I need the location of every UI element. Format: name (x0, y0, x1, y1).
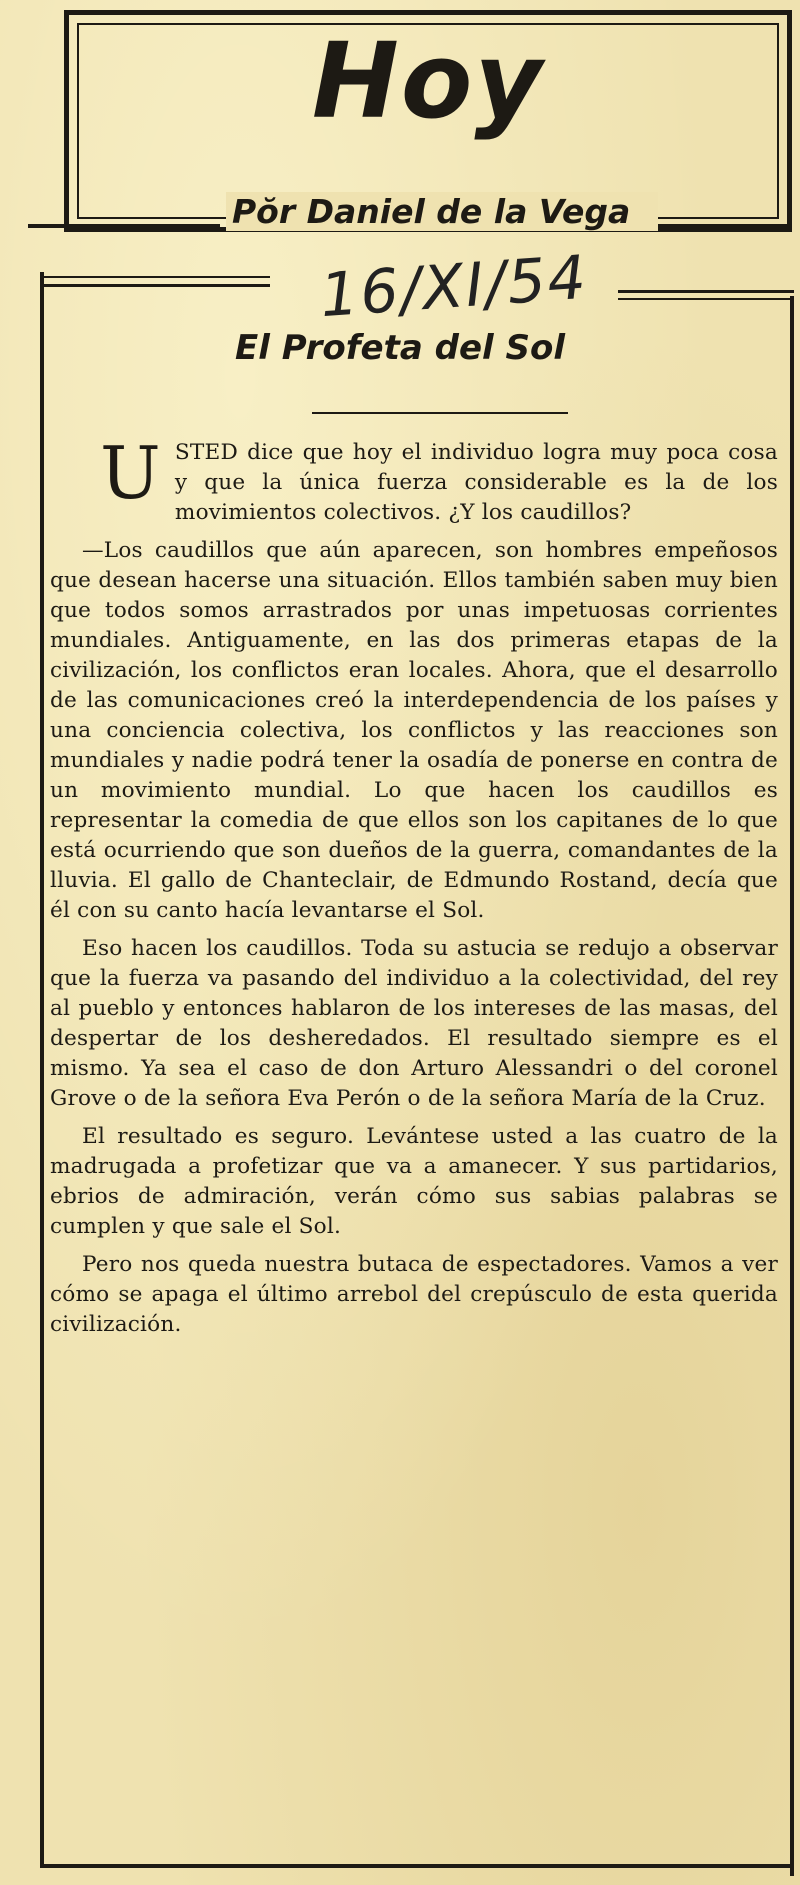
article-headline: El Profeta del Sol (235, 328, 565, 368)
paragraph: Eso hacen los caudillos. Toda su astucia se redujo a observar que la fuerza va pasando del individuo a la colectividad, del rey al pueblo y entonces hablaron de los intereses de las masas, del despertar de los desheredados. El resultado siempre es el mismo. Ya sea el caso de don Arturo Alessandri o del coronel Grove o de la señora Eva Perón o de la señora María de la Cruz. (50, 936, 778, 1111)
article-top-rule-left-thin (40, 276, 270, 278)
headline-divider (312, 412, 568, 414)
paragraph (50, 431, 778, 528)
article-top-rule-right (618, 290, 794, 293)
article-top-rule-left (40, 284, 270, 287)
byline: Pŏr Daniel de la Vega (226, 192, 658, 231)
handwritten-date: 16/XI/54 (317, 242, 591, 332)
byline-rule-right (650, 224, 790, 228)
article-border-right (790, 296, 794, 1876)
paragraph: El resultado es seguro. Levántese usted a las cuatro de la madrugada a profetizar que va a amanecer. Y sus partidarios, ebrios de admiración, verán cómo sus sabias palabras se cumplen y que sale el Sol. (50, 1124, 778, 1239)
column-title: Hoy (311, 20, 545, 142)
byline-rule-left (28, 224, 220, 228)
drop-cap: U (100, 431, 161, 515)
paragraph: —Los caudillos que aún aparecen, son hombres empeñosos que desean hacerse una situación. Ellos también saben muy bien que todos somos arrastrados por unas impetuosas corrientes mundiales. Antiguamente, en las dos primeras etapas de la civilización, los conflictos eran locales. Ahora, que el desarrollo de las comunicaciones creó la interdependencia de los países y una conciencia colectiva, los conflictos y las reacciones son mundiales y nadie podrá tener la osadía de ponerse en contra de un movimiento mundial. Lo que hacen los caudillos es representar la comedia de que ellos son los capitanes de lo que está ocurriendo que son dueños de la guerra, comandantes de la lluvia. El gallo de Chanteclair, de Edmundo Rostand, decía que él con su canto hacía levantarse el Sol. (50, 538, 778, 923)
paragraph: Pero nos queda nuestra butaca de espectadores. Vamos a ver cómo se apaga el último arrebol del crepúsculo de esta querida civilización. (50, 1252, 778, 1337)
paragraph-text: STED dice que hoy el individuo logra muy poca cosa y que la única fuerza considerable es la de los movimientos colectivos. ¿Y los caudillos? (174, 440, 778, 525)
article-top-rule-right-thin (618, 298, 794, 300)
article-body (50, 431, 778, 1348)
article-border-left (40, 272, 44, 1868)
article-border-bottom (40, 1864, 794, 1868)
